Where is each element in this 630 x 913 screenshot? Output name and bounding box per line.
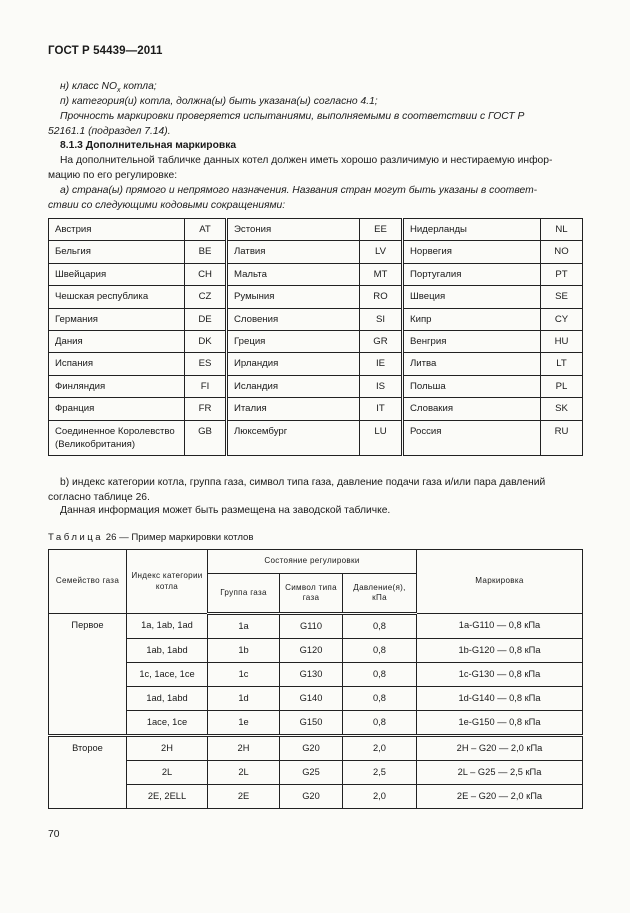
country-name: Эстония xyxy=(227,219,360,241)
country-name: Литва xyxy=(403,353,541,375)
section-intro: На дополнительной табличке данных котел должен иметь хорошо различимую и нестираемую инфор- мацию по его регулировке: xyxy=(48,155,553,181)
country-code: EE xyxy=(360,219,403,241)
item-n: н) класс $NO_x$ котла; xyxy=(60,81,157,95)
country-name: Латвия xyxy=(227,241,360,263)
country-code: LV xyxy=(360,241,403,263)
item-b: b) индекс категории котла, группа газа, символ типа газа, давление подачи газа и/или пара давлений согласно таблице 26. xyxy=(48,477,546,503)
country-code: DK xyxy=(185,330,227,352)
cell-pressure: 0,8 xyxy=(343,687,417,711)
cell-group: 2L xyxy=(208,761,280,785)
col-family: Семейство газа xyxy=(49,550,127,614)
table-row xyxy=(49,614,583,639)
table-caption: Таблица 26 — Пример маркировки котлов xyxy=(48,532,254,543)
country-name: Италия xyxy=(227,398,360,420)
country-code: GB xyxy=(185,420,227,455)
country-name: Нидерланды xyxy=(403,219,541,241)
country-row xyxy=(49,241,583,263)
country-code: CZ xyxy=(185,286,227,308)
section-title: 8.1.3 Дополнительная маркировка xyxy=(60,140,237,151)
country-code: MT xyxy=(360,263,403,285)
country-name: Греция xyxy=(227,330,360,352)
closing-note: Данная информация может быть размещена на заводской табличке. xyxy=(60,505,391,516)
country-row xyxy=(49,286,583,308)
cell-group: 1e xyxy=(208,711,280,736)
cell-pressure: 2,0 xyxy=(343,785,417,809)
table-row xyxy=(49,639,583,663)
document-header: ГОСТ Р 54439—2011 xyxy=(48,45,163,57)
cell-group: 2E xyxy=(208,785,280,809)
country-code: ES xyxy=(185,353,227,375)
col-marking: Маркировка xyxy=(417,550,583,614)
item-a: а) страна(ы) прямого и непрямого назначения. Названия стран могут быть указаны в соответ- ствии со следующими кодовыми сокращениями: xyxy=(48,185,538,211)
country-code: SE xyxy=(541,286,583,308)
cell-symbol: G20 xyxy=(280,785,343,809)
cell-category: 1a, 1ab, 1ad xyxy=(127,614,208,639)
table-row xyxy=(49,687,583,711)
country-code: RU xyxy=(541,420,583,455)
marking-table xyxy=(48,549,582,809)
country-row xyxy=(49,330,583,352)
col-group: Группа газа xyxy=(208,574,280,614)
item-p: п) категория(и) котла, должна(ы) быть указана(ы) согласно 4.1; xyxy=(60,96,378,107)
table-row xyxy=(49,761,583,785)
cell-symbol: G110 xyxy=(280,614,343,639)
country-code: SI xyxy=(360,308,403,330)
country-name: Польша xyxy=(403,375,541,397)
country-name: Мальта xyxy=(227,263,360,285)
cell-symbol: G130 xyxy=(280,663,343,687)
country-code: LT xyxy=(541,353,583,375)
country-code: IS xyxy=(360,375,403,397)
col-symbol: Символ типа газа xyxy=(280,574,343,614)
cell-group: 2H xyxy=(208,736,280,761)
country-name: Чешская республика xyxy=(49,286,185,308)
country-name: Румыния xyxy=(227,286,360,308)
country-name: Исландия xyxy=(227,375,360,397)
cell-symbol: G20 xyxy=(280,736,343,761)
cell-marking: 1d-G140 — 0,8 кПа xyxy=(417,687,583,711)
cell-symbol: G120 xyxy=(280,639,343,663)
country-name: Португалия xyxy=(403,263,541,285)
col-pressure: Давление(я), кПа xyxy=(343,574,417,614)
country-row xyxy=(49,219,583,241)
cell-category: 1ab, 1abd xyxy=(127,639,208,663)
country-code: PL xyxy=(541,375,583,397)
cell-category: 1ace, 1ce xyxy=(127,711,208,736)
country-name: Кипр xyxy=(403,308,541,330)
country-row xyxy=(49,308,583,330)
cell-group: 1c xyxy=(208,663,280,687)
cell-marking: 1a-G110 — 0,8 кПа xyxy=(417,614,583,639)
table-row xyxy=(49,785,583,809)
cell-marking: 1e-G150 — 0,8 кПа xyxy=(417,711,583,736)
cell-marking: 2E – G20 — 2,0 кПа xyxy=(417,785,583,809)
country-code: BE xyxy=(185,241,227,263)
country-name: Словакия xyxy=(403,398,541,420)
table-row xyxy=(49,663,583,687)
country-row xyxy=(49,375,583,397)
country-row xyxy=(49,353,583,375)
country-code: FR xyxy=(185,398,227,420)
country-name: Люксембург xyxy=(227,420,360,455)
country-code: GR xyxy=(360,330,403,352)
country-code: SK xyxy=(541,398,583,420)
col-category: Индекс категории котла xyxy=(127,550,208,614)
cell-category: 2H xyxy=(127,736,208,761)
cell-pressure: 2,0 xyxy=(343,736,417,761)
country-code: IE xyxy=(360,353,403,375)
cell-symbol: G140 xyxy=(280,687,343,711)
cell-pressure: 0,8 xyxy=(343,639,417,663)
country-name: Австрия xyxy=(49,219,185,241)
col-regulation: Состояние регулировки xyxy=(208,550,417,574)
durability-note: Прочность маркировки проверяется испытаниями, выполняемыми в соответствии с ГОСТ Р 52161.1 (подраздел 7.14). xyxy=(48,111,525,137)
country-code: HU xyxy=(541,330,583,352)
cell-group: 1a xyxy=(208,614,280,639)
country-name: Венгрия xyxy=(403,330,541,352)
cell-pressure: 0,8 xyxy=(343,711,417,736)
country-name: Норвегия xyxy=(403,241,541,263)
country-code: DE xyxy=(185,308,227,330)
gas-family: Первое xyxy=(49,614,127,736)
country-name: Ирландия xyxy=(227,353,360,375)
cell-category: 2E, 2ELL xyxy=(127,785,208,809)
country-code: NL xyxy=(541,219,583,241)
country-code: CH xyxy=(185,263,227,285)
cell-category: 1c, 1ace, 1ce xyxy=(127,663,208,687)
country-name: Россия xyxy=(403,420,541,455)
table-row xyxy=(49,711,583,736)
country-name: Словения xyxy=(227,308,360,330)
country-code: AT xyxy=(185,219,227,241)
cell-pressure: 0,8 xyxy=(343,614,417,639)
country-name: Швейцария xyxy=(49,263,185,285)
country-name: Испания xyxy=(49,353,185,375)
country-name: Франция xyxy=(49,398,185,420)
country-name: Дания xyxy=(49,330,185,352)
cell-pressure: 0,8 xyxy=(343,663,417,687)
country-code: NO xyxy=(541,241,583,263)
country-code: CY xyxy=(541,308,583,330)
cell-symbol: G150 xyxy=(280,711,343,736)
cell-group: 1d xyxy=(208,687,280,711)
marking-table-body xyxy=(49,614,583,809)
cell-marking: 1b-G120 — 0,8 кПа xyxy=(417,639,583,663)
country-row xyxy=(49,263,583,285)
country-name: Финляндия xyxy=(49,375,185,397)
country-code: FI xyxy=(185,375,227,397)
cell-marking: 2H – G20 — 2,0 кПа xyxy=(417,736,583,761)
country-code: LU xyxy=(360,420,403,455)
table-row xyxy=(49,736,583,761)
cell-symbol: G25 xyxy=(280,761,343,785)
cell-category: 2L xyxy=(127,761,208,785)
country-code: IT xyxy=(360,398,403,420)
cell-marking: 1c-G130 — 0,8 кПа xyxy=(417,663,583,687)
country-code: PT xyxy=(541,263,583,285)
cell-marking: 2L – G25 — 2,5 кПа xyxy=(417,761,583,785)
country-codes-table xyxy=(48,218,582,456)
page-number: 70 xyxy=(48,829,60,840)
cell-category: 1ad, 1abd xyxy=(127,687,208,711)
country-code: RO xyxy=(360,286,403,308)
country-row xyxy=(49,398,583,420)
country-name: Соединенное Королевство (Великобритания) xyxy=(49,420,185,455)
country-name: Германия xyxy=(49,308,185,330)
cell-group: 1b xyxy=(208,639,280,663)
country-codes-body xyxy=(49,219,583,456)
gas-family: Второе xyxy=(49,736,127,809)
country-name: Швеция xyxy=(403,286,541,308)
country-row xyxy=(49,420,583,455)
country-name: Бельгия xyxy=(49,241,185,263)
cell-pressure: 2,5 xyxy=(343,761,417,785)
